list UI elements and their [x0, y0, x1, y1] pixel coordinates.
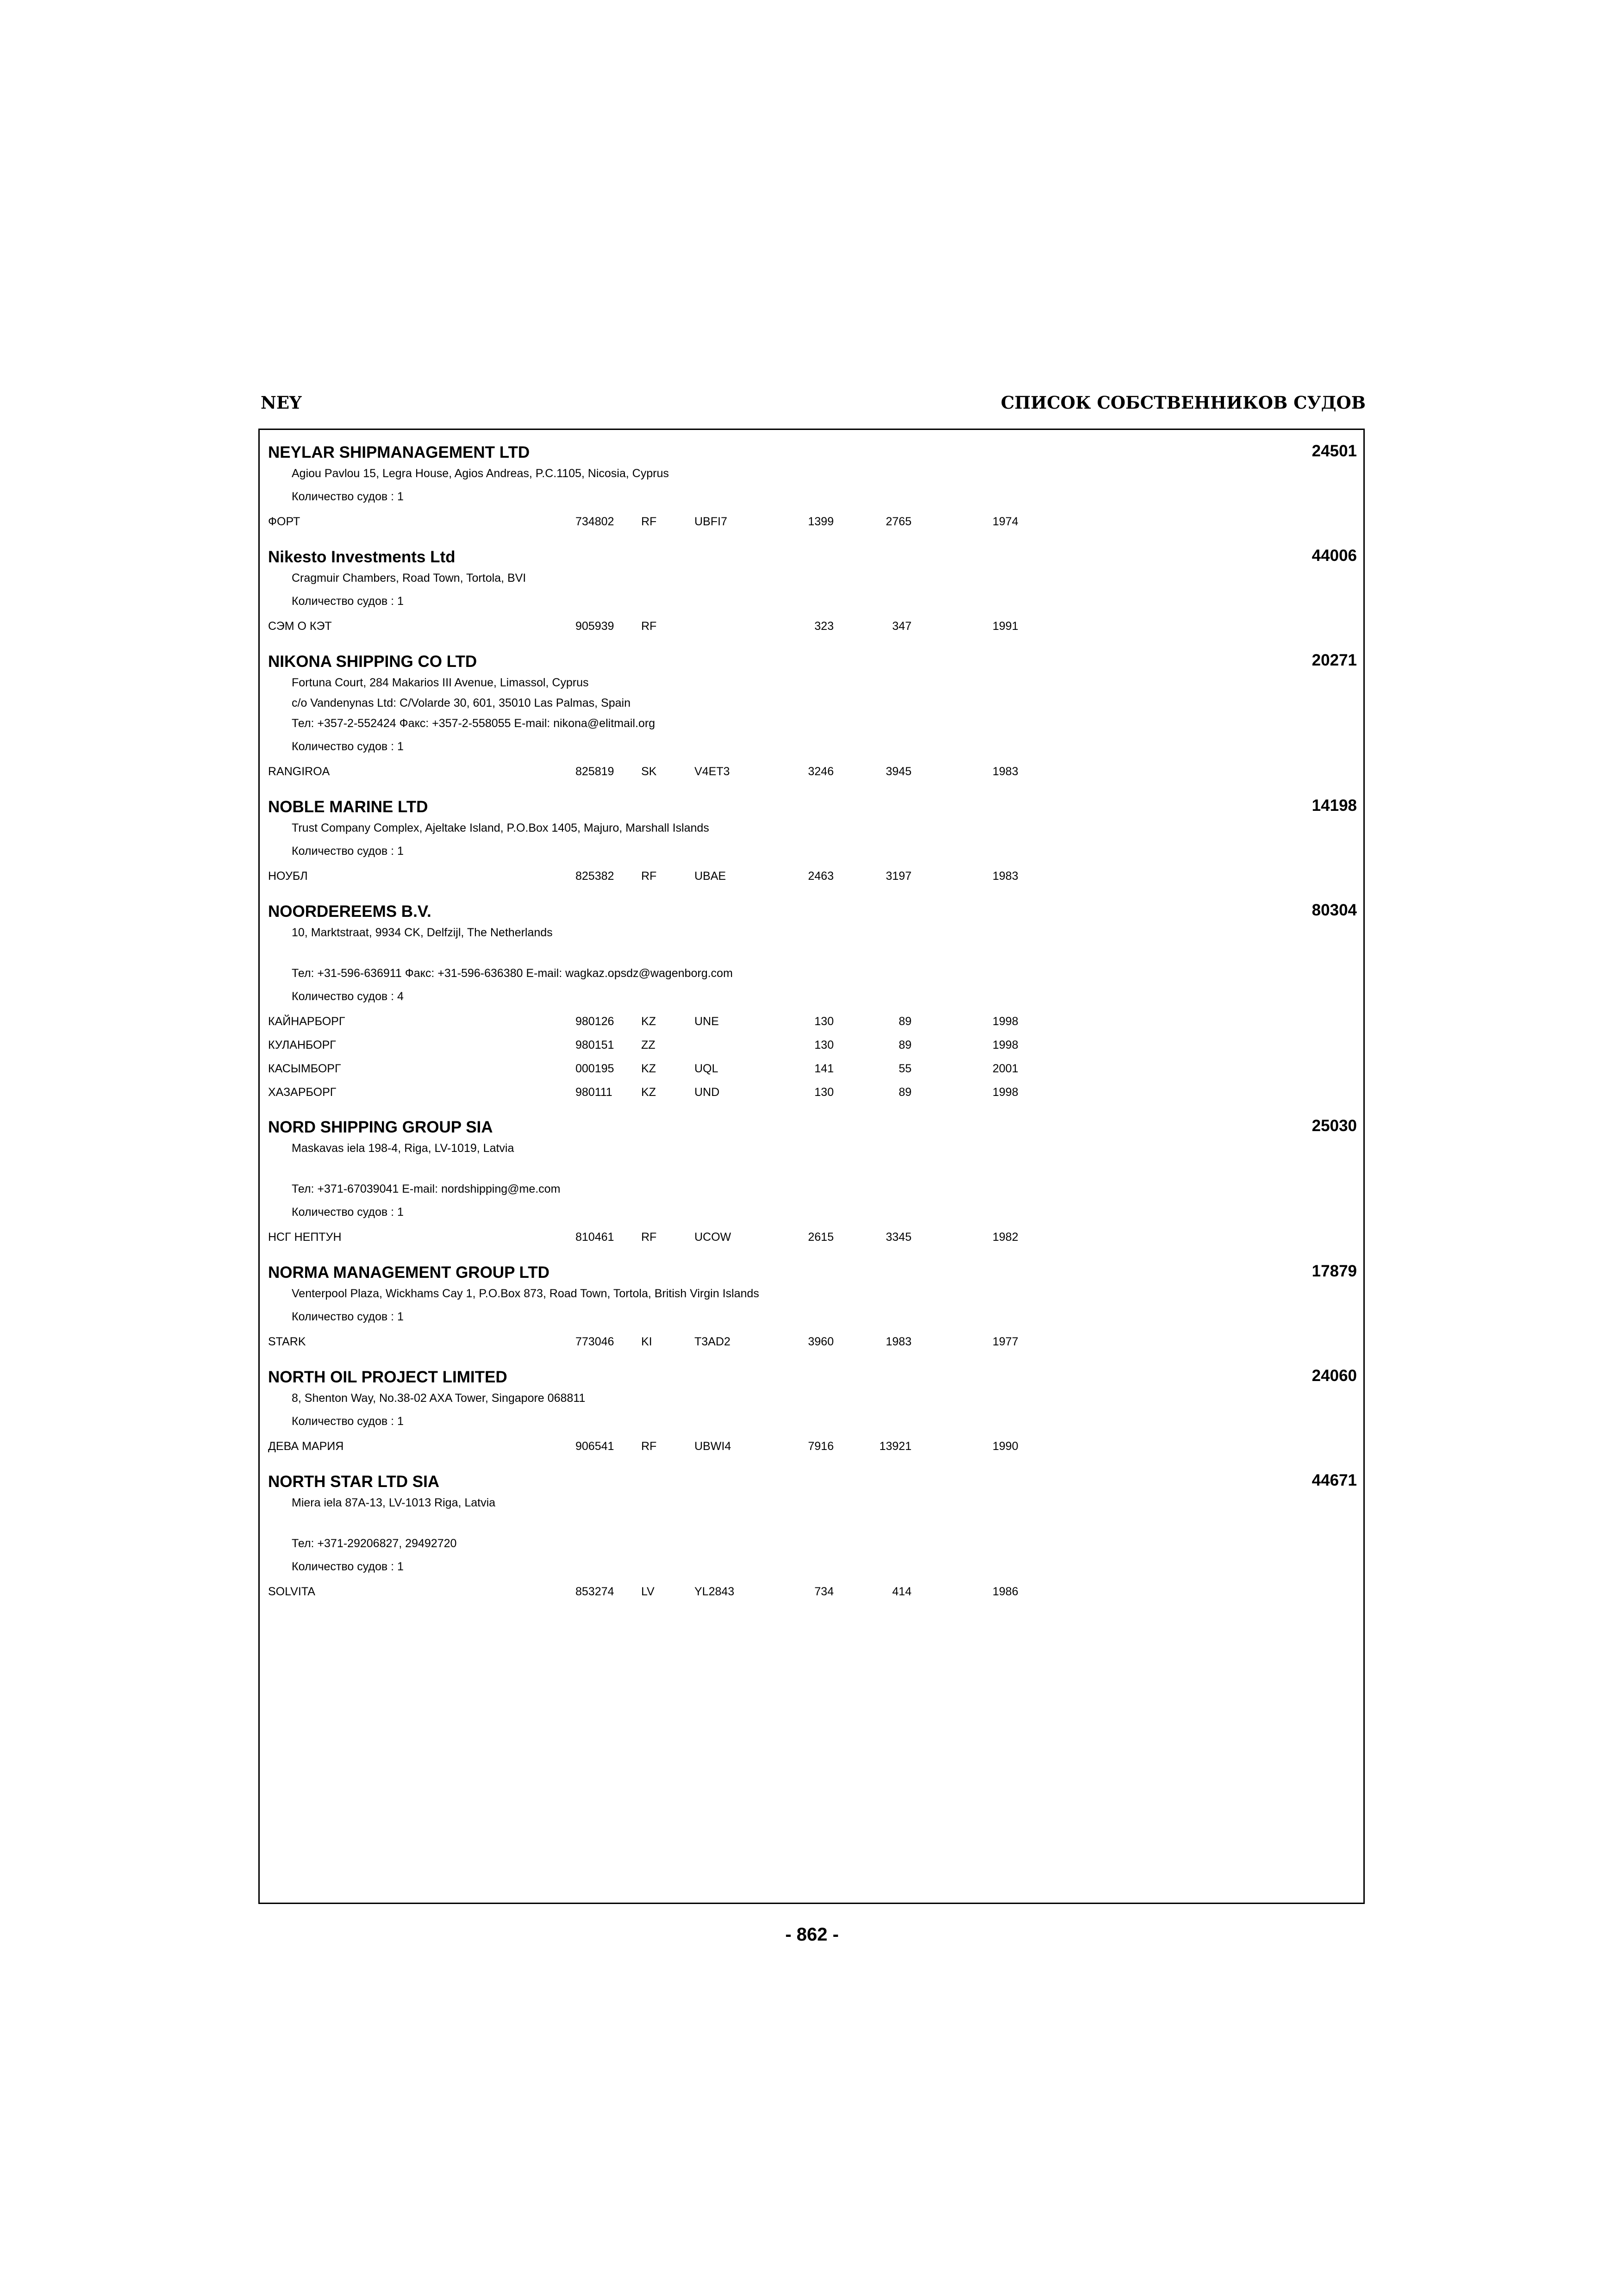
- owner-name: Nikesto Investments Ltd: [268, 548, 456, 566]
- owner-name: NOBLE MARINE LTD: [268, 798, 428, 816]
- owner-name: NEYLAR SHIPMANAGEMENT LTD: [268, 443, 530, 461]
- vessel-row: [268, 1434, 1357, 1458]
- owner-address-line: Agiou Pavlou 15, Legra House, Agios Andreas, P.C.1105, Nicosia, Cyprus: [292, 467, 669, 480]
- vessel-reg-number: 905939: [575, 620, 614, 633]
- owner-contacts: Тел: +371-67039041 E-mail: nordshipping@me.com: [292, 1182, 561, 1195]
- vessel-gross-tonnage: 130: [814, 1039, 834, 1052]
- vessel-name: RANGIROA: [268, 765, 330, 778]
- vessel-gross-tonnage: 3246: [808, 765, 834, 778]
- owner-code: 20271: [1312, 651, 1357, 669]
- vessel-reg-number: 853274: [575, 1585, 614, 1598]
- owner-code: 14198: [1312, 796, 1357, 815]
- owner-address-line: Fortuna Court, 284 Makarios III Avenue, Limassol, Cyprus: [292, 676, 589, 689]
- vessel-count: Количество судов : 1: [292, 1560, 404, 1573]
- vessel-flag: RF: [641, 515, 657, 528]
- owner-name: NIKONA SHIPPING CO LTD: [268, 653, 477, 671]
- owner-entries: [268, 442, 1357, 1617]
- vessel-build-year: 1990: [993, 1440, 1018, 1453]
- owner-address-line: Тел: +357-2-552424 Факс: +357-2-558055 E-mail: nikona@elitmail.org: [292, 717, 656, 730]
- running-header-left: NEY: [261, 392, 302, 413]
- owner-entry: [268, 796, 1357, 888]
- vessel-row: [268, 1033, 1357, 1057]
- owner-address-line: Trust Company Complex, Ajeltake Island, P.O.Box 1405, Majuro, Marshall Islands: [292, 821, 709, 834]
- vessel-row: [268, 1080, 1357, 1104]
- vessel-build-year: 1991: [993, 620, 1018, 633]
- vessel-name: КАЙНАРБОРГ: [268, 1015, 345, 1028]
- owner-code: 24501: [1312, 442, 1357, 460]
- owner-address-line: Miera iela 87A-13, LV-1013 Riga, Latvia: [292, 1496, 496, 1509]
- vessel-deadweight: 2765: [886, 515, 912, 528]
- owner-entry: [268, 1471, 1357, 1604]
- vessel-row: [268, 1330, 1357, 1354]
- vessel-call-sign: UBFI7: [694, 515, 727, 528]
- vessel-reg-number: 906541: [575, 1440, 614, 1453]
- owner-name: NORD SHIPPING GROUP SIA: [268, 1118, 493, 1136]
- vessel-flag: RF: [641, 870, 657, 883]
- vessel-build-year: 2001: [993, 1062, 1018, 1075]
- owner-name: NORMA MANAGEMENT GROUP LTD: [268, 1263, 550, 1282]
- vessel-name: СЭМ О КЭТ: [268, 620, 332, 633]
- vessel-name: ФОРТ: [268, 515, 300, 528]
- vessel-count: Количество судов : 1: [292, 845, 404, 858]
- vessel-build-year: 1998: [993, 1086, 1018, 1099]
- vessel-build-year: 1998: [993, 1015, 1018, 1028]
- vessel-deadweight: 55: [899, 1062, 912, 1075]
- vessel-flag: KZ: [641, 1062, 656, 1075]
- vessel-row: [268, 614, 1357, 638]
- vessel-build-year: 1983: [993, 870, 1018, 883]
- vessel-flag: SK: [641, 765, 657, 778]
- vessel-count: Количество судов : 1: [292, 490, 404, 503]
- vessel-gross-tonnage: 2615: [808, 1231, 834, 1244]
- vessel-name: SOLVITA: [268, 1585, 315, 1598]
- vessel-call-sign: UCOW: [694, 1231, 731, 1244]
- running-header-right: СПИСОК СОБСТВЕННИКОВ СУДОВ: [1000, 392, 1366, 413]
- owner-address-line: 10, Marktstraat, 9934 CK, Delfzijl, The Netherlands: [292, 926, 553, 939]
- vessel-gross-tonnage: 7916: [808, 1440, 834, 1453]
- vessel-reg-number: 734802: [575, 515, 614, 528]
- vessel-gross-tonnage: 1399: [808, 515, 834, 528]
- owner-address-line: c/o Vandenynas Ltd: C/Volarde 30, 601, 35010 Las Palmas, Spain: [292, 697, 631, 709]
- vessel-name: НСГ НЕПТУН: [268, 1231, 342, 1244]
- vessel-count: Количество судов : 1: [292, 1310, 404, 1323]
- vessel-build-year: 1977: [993, 1335, 1018, 1348]
- owner-code: 17879: [1312, 1262, 1357, 1280]
- vessel-reg-number: 980151: [575, 1039, 614, 1052]
- vessel-reg-number: 000195: [575, 1062, 614, 1075]
- vessel-row: [268, 1225, 1357, 1249]
- vessel-flag: KI: [641, 1335, 652, 1348]
- vessel-gross-tonnage: 3960: [808, 1335, 834, 1348]
- owner-code: 44006: [1312, 547, 1357, 565]
- vessel-gross-tonnage: 734: [814, 1585, 834, 1598]
- vessel-deadweight: 3197: [886, 870, 912, 883]
- vessel-deadweight: 89: [899, 1015, 912, 1028]
- owner-entry: [268, 1367, 1357, 1458]
- vessel-reg-number: 825382: [575, 870, 614, 883]
- vessel-deadweight: 13921: [879, 1440, 912, 1453]
- vessel-deadweight: 347: [892, 620, 912, 633]
- vessel-flag: RF: [641, 1231, 657, 1244]
- vessel-deadweight: 414: [892, 1585, 912, 1598]
- vessel-gross-tonnage: 323: [814, 620, 834, 633]
- owner-address-line: Cragmuir Chambers, Road Town, Tortola, BVI: [292, 572, 526, 585]
- vessel-name: STARK: [268, 1335, 306, 1348]
- vessel-row: [268, 759, 1357, 784]
- vessel-call-sign: UND: [694, 1086, 720, 1099]
- vessel-flag: KZ: [641, 1015, 656, 1028]
- owner-address-line: Maskavas iela 198-4, Riga, LV-1019, Latvia: [292, 1142, 514, 1155]
- vessel-build-year: 1986: [993, 1585, 1018, 1598]
- vessel-name: КАСЫМБОРГ: [268, 1062, 341, 1075]
- owner-code: 24060: [1312, 1367, 1357, 1385]
- owner-entry: [268, 442, 1357, 534]
- vessel-count: Количество судов : 4: [292, 990, 404, 1003]
- owner-code: 44671: [1312, 1471, 1357, 1489]
- vessel-deadweight: 89: [899, 1039, 912, 1052]
- vessel-name: ДЕВА МАРИЯ: [268, 1440, 344, 1453]
- vessel-deadweight: 3945: [886, 765, 912, 778]
- vessel-call-sign: T3AD2: [694, 1335, 731, 1348]
- vessel-deadweight: 89: [899, 1086, 912, 1099]
- owners-list-frame: [258, 429, 1365, 1904]
- vessel-deadweight: 3345: [886, 1231, 912, 1244]
- vessel-reg-number: 825819: [575, 765, 614, 778]
- owner-contacts: Тел: +371-29206827, 29492720: [292, 1537, 457, 1550]
- vessel-gross-tonnage: 2463: [808, 870, 834, 883]
- owner-entry: [268, 901, 1357, 1104]
- owner-code: 25030: [1312, 1117, 1357, 1135]
- vessel-count: Количество судов : 1: [292, 1206, 404, 1219]
- vessel-flag: KZ: [641, 1086, 656, 1099]
- vessel-gross-tonnage: 130: [814, 1086, 834, 1099]
- vessel-gross-tonnage: 141: [814, 1062, 834, 1075]
- owner-address-line: Venterpool Plaza, Wickhams Cay 1, P.O.Box 873, Road Town, Tortola, British Virgin Islands: [292, 1287, 759, 1300]
- vessel-call-sign: V4ET3: [694, 765, 730, 778]
- vessel-row: [268, 864, 1357, 888]
- vessel-deadweight: 1983: [886, 1335, 912, 1348]
- page-number: - 862 -: [785, 1924, 839, 1945]
- vessel-flag: RF: [641, 620, 657, 633]
- owner-entry: [268, 1117, 1357, 1249]
- vessel-build-year: 1974: [993, 515, 1018, 528]
- vessel-build-year: 1998: [993, 1039, 1018, 1052]
- vessel-reg-number: 810461: [575, 1231, 614, 1244]
- vessel-call-sign: UNE: [694, 1015, 719, 1028]
- owner-entry: [268, 651, 1357, 784]
- vessel-count: Количество судов : 1: [292, 1415, 404, 1428]
- owner-code: 80304: [1312, 901, 1357, 919]
- vessel-name: НОУБЛ: [268, 870, 308, 883]
- vessel-call-sign: UBWI4: [694, 1440, 731, 1453]
- vessel-name: КУЛАНБОРГ: [268, 1039, 336, 1052]
- owner-contacts: Тел: +31-596-636911 Факс: +31-596-636380 E-mail: wagkaz.opsdz@wagenborg.com: [292, 967, 733, 980]
- vessel-row: [268, 1580, 1357, 1604]
- vessel-call-sign: UQL: [694, 1062, 718, 1075]
- vessel-call-sign: YL2843: [694, 1585, 735, 1598]
- vessel-row: [268, 510, 1357, 534]
- vessel-flag: LV: [641, 1585, 655, 1598]
- owner-entry: [268, 547, 1357, 638]
- vessel-build-year: 1983: [993, 765, 1018, 778]
- vessel-flag: RF: [641, 1440, 657, 1453]
- owner-name: NOORDEREEMS B.V.: [268, 902, 431, 921]
- owner-address-line: 8, Shenton Way, No.38-02 AXA Tower, Singapore 068811: [292, 1392, 586, 1405]
- owner-entry: [268, 1262, 1357, 1354]
- vessel-count: Количество судов : 1: [292, 595, 404, 608]
- vessel-reg-number: 980111: [575, 1086, 612, 1099]
- vessel-row: [268, 1009, 1357, 1033]
- vessel-gross-tonnage: 130: [814, 1015, 834, 1028]
- vessel-count: Количество судов : 1: [292, 740, 404, 753]
- owner-name: NORTH OIL PROJECT LIMITED: [268, 1368, 507, 1386]
- vessel-build-year: 1982: [993, 1231, 1018, 1244]
- vessel-call-sign: UBAE: [694, 870, 726, 883]
- vessel-name: ХАЗАРБОРГ: [268, 1086, 337, 1099]
- owner-name: NORTH STAR LTD SIA: [268, 1473, 440, 1491]
- vessel-reg-number: 980126: [575, 1015, 614, 1028]
- vessel-row: [268, 1057, 1357, 1080]
- vessel-flag: ZZ: [641, 1039, 656, 1052]
- vessel-reg-number: 773046: [575, 1335, 614, 1348]
